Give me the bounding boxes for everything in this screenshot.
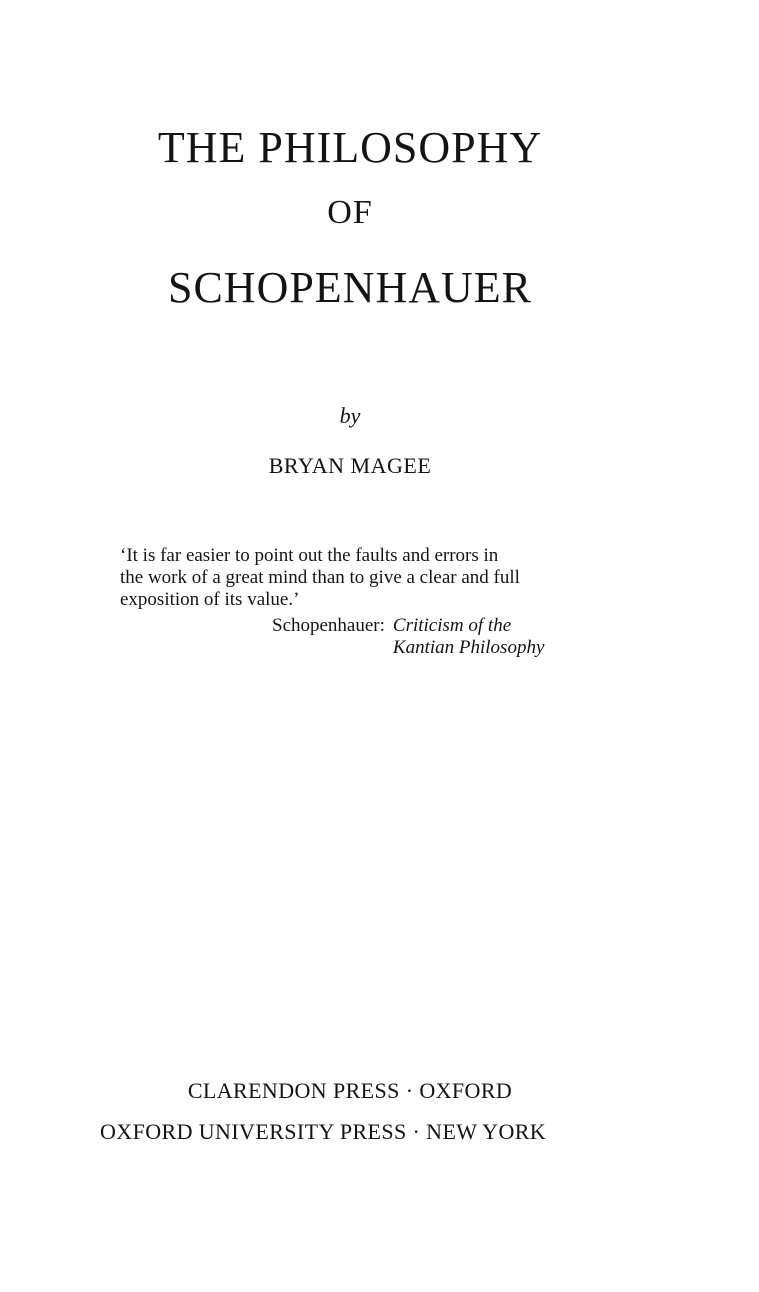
- by-label: by: [339, 403, 361, 428]
- publisher-line-1: CLARENDON PRESS · OXFORD: [187, 1078, 513, 1103]
- book-title-line-3: SCHOPENHAUER: [167, 263, 533, 312]
- attribution-source-line-2: Kantian Philosophy: [392, 637, 545, 658]
- epigraph-attribution: [272, 615, 544, 659]
- epigraph-line: ‘It is far easier to point out the faults and errors in: [120, 545, 499, 566]
- attribution-author: Schopenhauer:: [272, 615, 385, 636]
- publisher-line-2: OXFORD UNIVERSITY PRESS · NEW YORK: [100, 1119, 547, 1144]
- epigraph-line: the work of a great mind than to give a clear and full: [120, 567, 520, 588]
- author-name: BRYAN MAGEE: [268, 453, 432, 478]
- attribution-source-line-1: Criticism of the: [392, 615, 512, 636]
- epigraph-line: exposition of its value.’: [120, 589, 300, 610]
- attribution-source: [393, 615, 544, 659]
- book-title-line-2: OF: [327, 194, 373, 231]
- epigraph-quote: [120, 545, 580, 611]
- book-title-line-1: THE PHILOSOPHY: [157, 123, 543, 172]
